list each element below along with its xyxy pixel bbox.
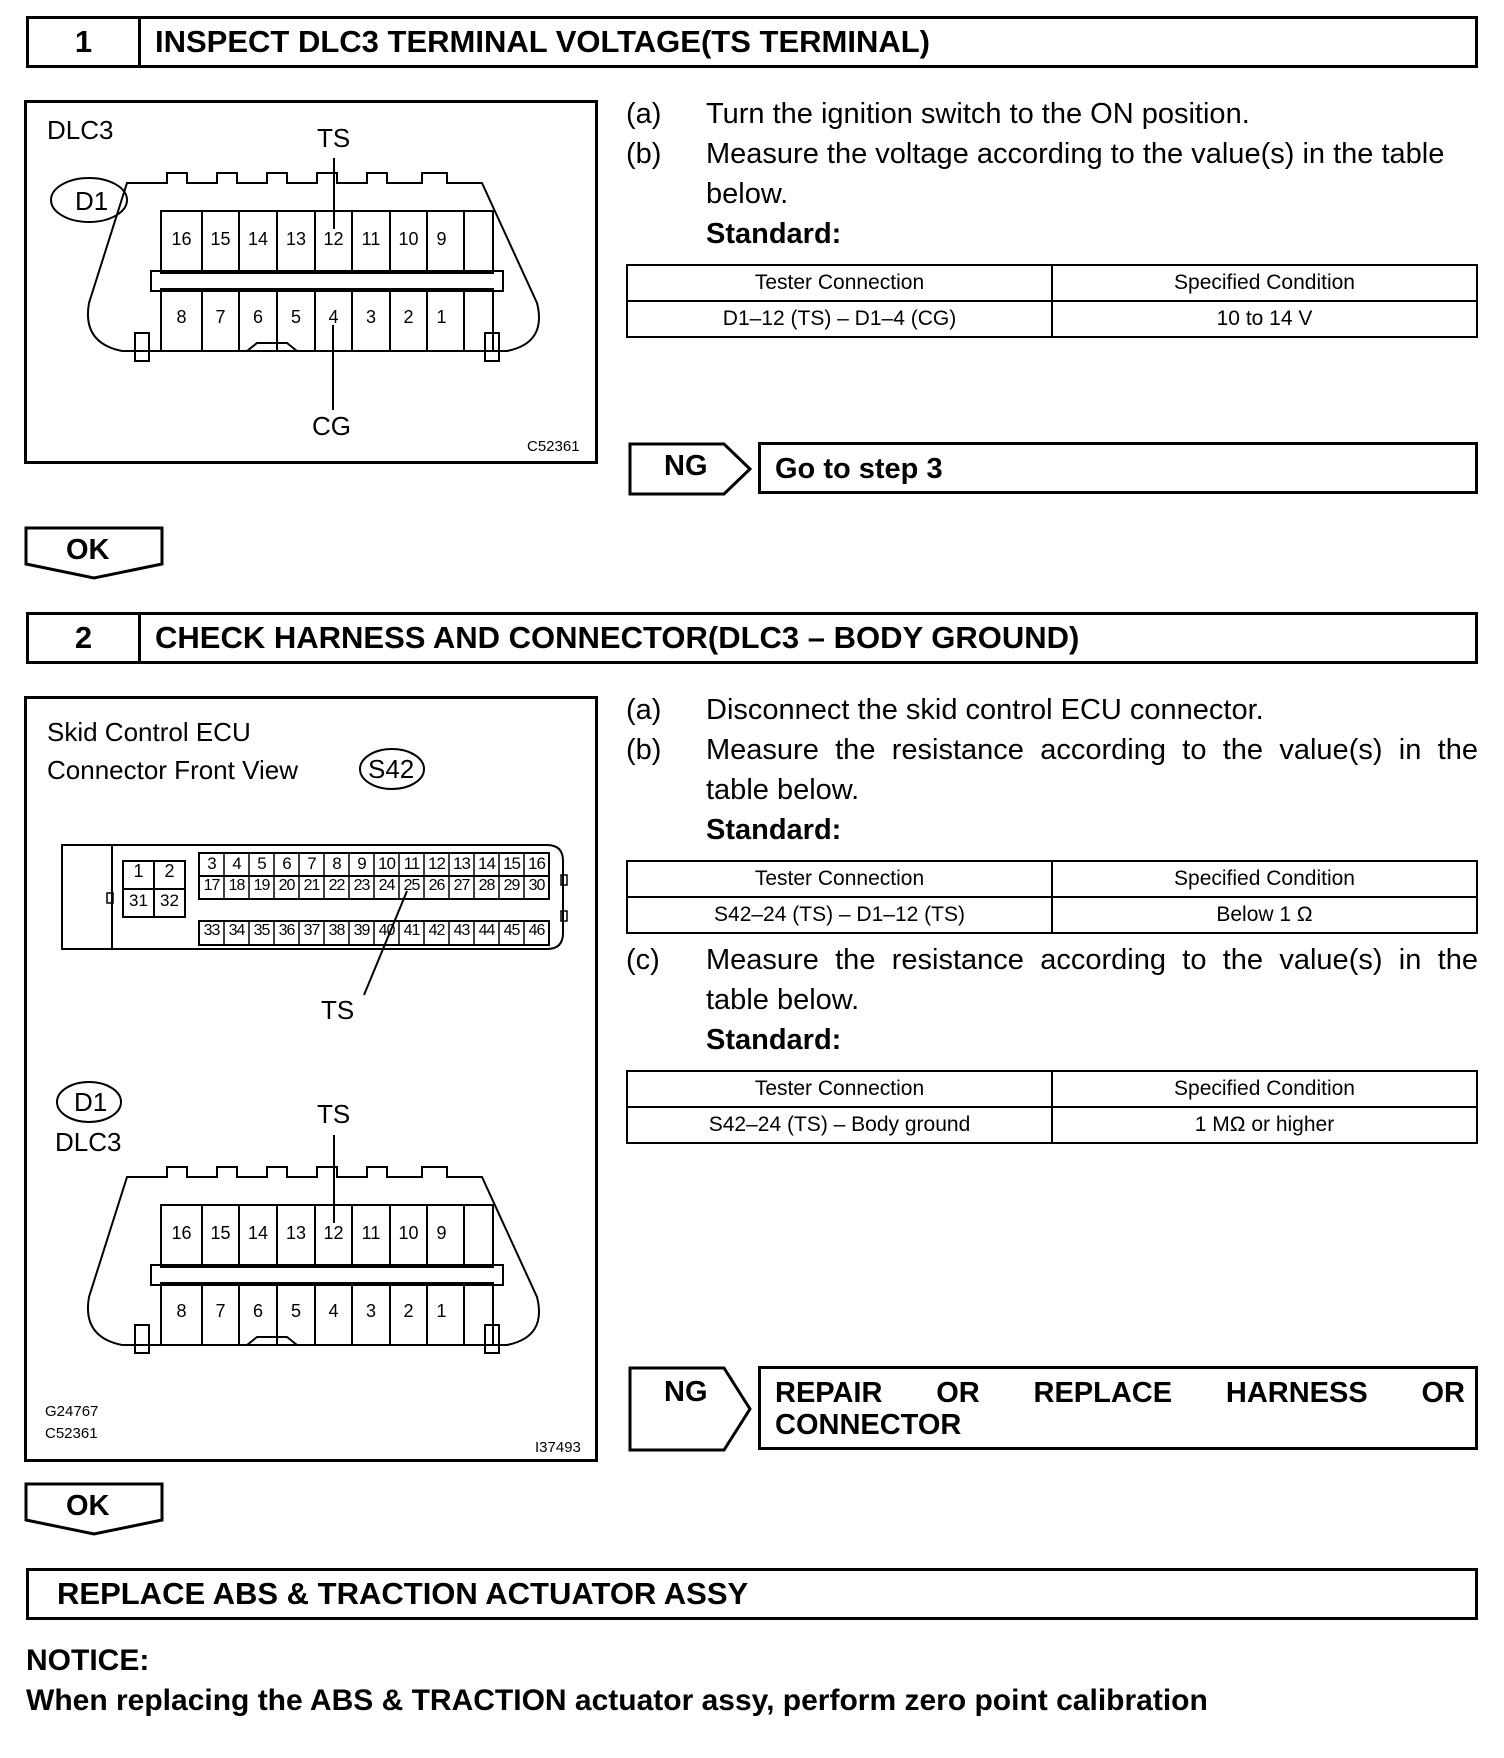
step1-header <box>26 16 1478 68</box>
pin: 25 <box>403 877 420 894</box>
ts-dlc-label: TS <box>317 1099 351 1129</box>
pin: 22 <box>328 877 345 894</box>
standard-label: Standard: <box>706 1024 842 1056</box>
pin: 6 <box>282 854 291 873</box>
pin: 12 <box>323 229 344 249</box>
pin: 5 <box>290 307 301 327</box>
pin: 10 <box>398 229 419 249</box>
table-cell: 10 to 14 V <box>1052 301 1477 337</box>
figure-code-2: C52361 <box>45 1425 98 1442</box>
pin: 39 <box>353 922 370 939</box>
pin: 7 <box>215 307 226 327</box>
pin: 19 <box>253 877 270 894</box>
step2-figure <box>24 696 598 1462</box>
ts-ecu-label: TS <box>321 995 355 1025</box>
pin: 1 <box>133 861 144 881</box>
ok-label: OK <box>66 534 110 566</box>
pin: 17 <box>203 877 220 894</box>
table-header-cell: Specified Condition <box>1052 265 1477 301</box>
step-a-label: (a) <box>626 98 662 130</box>
s42-id: S42 <box>368 754 415 784</box>
ecu-left-top-pins <box>123 861 185 882</box>
notice-text: When replacing the ABS & TRACTION actuator assy, perform zero point calibration <box>26 1684 1208 1717</box>
pin: 16 <box>171 229 192 249</box>
table-header-row <box>627 265 1477 301</box>
standard-label: Standard: <box>706 218 842 250</box>
table-cell: Below 1 Ω <box>1052 897 1477 933</box>
pin: 2 <box>164 861 175 881</box>
pin: 14 <box>247 229 269 249</box>
ng-action-text-2[interactable]: CONNECTOR <box>775 1409 962 1441</box>
step2-spec-table-c <box>626 1070 1478 1144</box>
pin: 15 <box>210 229 231 249</box>
dlc3-bottom-pins <box>161 307 493 328</box>
pin: 44 <box>478 922 495 939</box>
ng-action-box <box>758 442 1478 494</box>
table-header-cell: Tester Connection <box>627 265 1052 301</box>
step-b-label: (b) <box>626 138 662 170</box>
pin: 11 <box>361 229 381 249</box>
ng-label: NG <box>664 1376 708 1408</box>
table-cell: 1 MΩ or higher <box>1052 1107 1477 1143</box>
table-cell: S42–24 (TS) – D1–12 (TS) <box>627 897 1052 933</box>
pin: 41 <box>403 922 420 939</box>
pin: 3 <box>365 1301 376 1321</box>
pin: 3 <box>365 307 376 327</box>
pin: 9 <box>436 1223 447 1243</box>
pin: 14 <box>247 1223 269 1243</box>
step1-number: 1 <box>29 19 141 65</box>
table-row <box>627 301 1477 337</box>
pin: 13 <box>285 1223 307 1243</box>
table-header-cell: Specified Condition <box>1052 1071 1477 1107</box>
pin: 5 <box>257 854 266 873</box>
pin: 36 <box>278 922 295 939</box>
step-b-text-2: below. <box>706 178 789 210</box>
pin: 4 <box>328 307 339 327</box>
table-header-row <box>627 1071 1477 1107</box>
step-b-text-2: table below. <box>706 774 860 806</box>
pin: 9 <box>357 854 366 873</box>
table-header-cell: Specified Condition <box>1052 861 1477 897</box>
pin: 46 <box>528 922 545 939</box>
ng-action-text-1[interactable]: REPAIR OR REPLACE HARNESS OR <box>775 1377 1465 1409</box>
figure-code-1: G24767 <box>45 1403 99 1420</box>
pin: 13 <box>285 229 307 249</box>
step2-number: 2 <box>29 615 141 661</box>
table-cell: S42–24 (TS) – Body ground <box>627 1107 1052 1143</box>
step2-header <box>26 612 1478 664</box>
figure-code-3: I37493 <box>535 1439 581 1456</box>
pin: 16 <box>528 854 545 873</box>
ecu-label-2: Connector Front View <box>47 755 298 785</box>
pin: 16 <box>171 1223 192 1243</box>
table-row <box>627 897 1477 933</box>
pin: 40 <box>378 922 395 939</box>
step-c-text-2: table below. <box>706 984 860 1016</box>
final-header <box>26 1568 1478 1620</box>
pin: 12 <box>323 1223 344 1243</box>
pin: 35 <box>253 922 270 939</box>
ecu-and-dlc3-diagram <box>27 699 595 1459</box>
pin: 8 <box>176 1301 187 1321</box>
step-c-text-1: Measure the resistance according to the value(s) in the <box>706 944 1478 976</box>
step1-spec-table <box>626 264 1478 338</box>
cg-label: CG <box>312 411 351 441</box>
pin: 34 <box>228 922 245 939</box>
step-a-text: Disconnect the skid control ECU connector. <box>706 694 1264 726</box>
pin: 27 <box>453 877 470 894</box>
ecu-row3-pins <box>199 922 549 940</box>
ecu-row1-pins <box>199 854 549 874</box>
pin: 6 <box>252 1301 263 1321</box>
pin: 1 <box>436 1301 447 1321</box>
pin: 3 <box>207 854 216 873</box>
pin: 31 <box>129 891 148 910</box>
pin: 20 <box>278 877 295 894</box>
dlc3-connector-diagram <box>27 103 595 461</box>
pin: 8 <box>176 307 187 327</box>
pin: 4 <box>328 1301 339 1321</box>
pin: 7 <box>215 1301 226 1321</box>
pin: 15 <box>503 854 520 873</box>
pin: 29 <box>503 877 520 894</box>
pin: 11 <box>403 854 420 873</box>
ng-action-box <box>758 1366 1478 1450</box>
ng-label: NG <box>664 450 708 482</box>
step2-instructions-c <box>626 940 1486 1070</box>
step1-title: INSPECT DLC3 TERMINAL VOLTAGE(TS TERMINAL) <box>155 24 930 59</box>
pin: 26 <box>428 877 445 894</box>
pin: 15 <box>210 1223 231 1243</box>
dlc3-label: DLC3 <box>47 115 114 145</box>
step2-instructions-ab <box>626 690 1486 860</box>
table-header-cell: Tester Connection <box>627 1071 1052 1107</box>
pin: 10 <box>378 854 395 873</box>
pin: 6 <box>252 307 263 327</box>
table-cell: D1–12 (TS) – D1–4 (CG) <box>627 301 1052 337</box>
pin: 7 <box>307 854 316 873</box>
pin: 5 <box>290 1301 301 1321</box>
pin: 2 <box>403 307 414 327</box>
pin: 23 <box>353 877 370 894</box>
d1-id: D1 <box>75 186 109 216</box>
pin: 21 <box>303 877 320 894</box>
pin: 42 <box>428 922 445 939</box>
ts-label: TS <box>317 123 351 153</box>
final-title: REPLACE ABS & TRACTION ACTUATOR ASSY <box>57 1576 749 1611</box>
dlc3-bottom-pins <box>161 1301 493 1322</box>
step-b-text-1: Measure the voltage according to the value(s) in the table <box>706 138 1445 170</box>
dlc3-top-pins <box>161 1223 493 1244</box>
pin: 4 <box>232 854 241 873</box>
dlc3-top-pins <box>161 229 493 250</box>
step-a-text: Turn the ignition switch to the ON position. <box>706 98 1250 130</box>
ok-label: OK <box>66 1490 110 1522</box>
notice-label: NOTICE: <box>26 1644 150 1677</box>
pin: 37 <box>303 922 320 939</box>
pin: 28 <box>478 877 495 894</box>
pin: 10 <box>398 1223 419 1243</box>
dlc3-label: DLC3 <box>55 1127 122 1157</box>
step-b-label: (b) <box>626 734 662 766</box>
pin: 33 <box>203 922 220 939</box>
pin: 43 <box>453 922 470 939</box>
pin: 18 <box>228 877 245 894</box>
pin: 13 <box>453 854 470 873</box>
ecu-left-bottom-pins <box>123 891 185 911</box>
step-b-text-1: Measure the resistance according to the value(s) in the <box>706 734 1478 766</box>
step-c-label: (c) <box>626 944 660 976</box>
pin: 12 <box>428 854 445 873</box>
pin: 2 <box>403 1301 414 1321</box>
step1-figure <box>24 100 598 464</box>
step1-instructions <box>626 94 1486 264</box>
standard-label: Standard: <box>706 814 842 846</box>
step2-spec-table-b <box>626 860 1478 934</box>
pin: 1 <box>436 307 447 327</box>
pin: 45 <box>503 922 520 939</box>
ng-action-text[interactable]: Go to step 3 <box>775 453 943 485</box>
pin: 24 <box>378 877 395 894</box>
pin: 8 <box>332 854 341 873</box>
step2-title: CHECK HARNESS AND CONNECTOR(DLC3 – BODY GROUND) <box>155 620 1080 655</box>
table-header-row <box>627 861 1477 897</box>
pin: 11 <box>361 1223 381 1243</box>
d1-id: D1 <box>74 1087 108 1117</box>
ecu-row2-pins <box>199 877 549 895</box>
table-row <box>627 1107 1477 1143</box>
ecu-label-1: Skid Control ECU <box>47 717 251 747</box>
pin: 32 <box>160 891 179 910</box>
table-header-cell: Tester Connection <box>627 861 1052 897</box>
pin: 9 <box>436 229 447 249</box>
step-a-label: (a) <box>626 694 662 726</box>
pin: 14 <box>478 854 495 873</box>
pin: 30 <box>528 877 545 894</box>
pin: 38 <box>328 922 345 939</box>
figure-code: C52361 <box>527 438 580 455</box>
